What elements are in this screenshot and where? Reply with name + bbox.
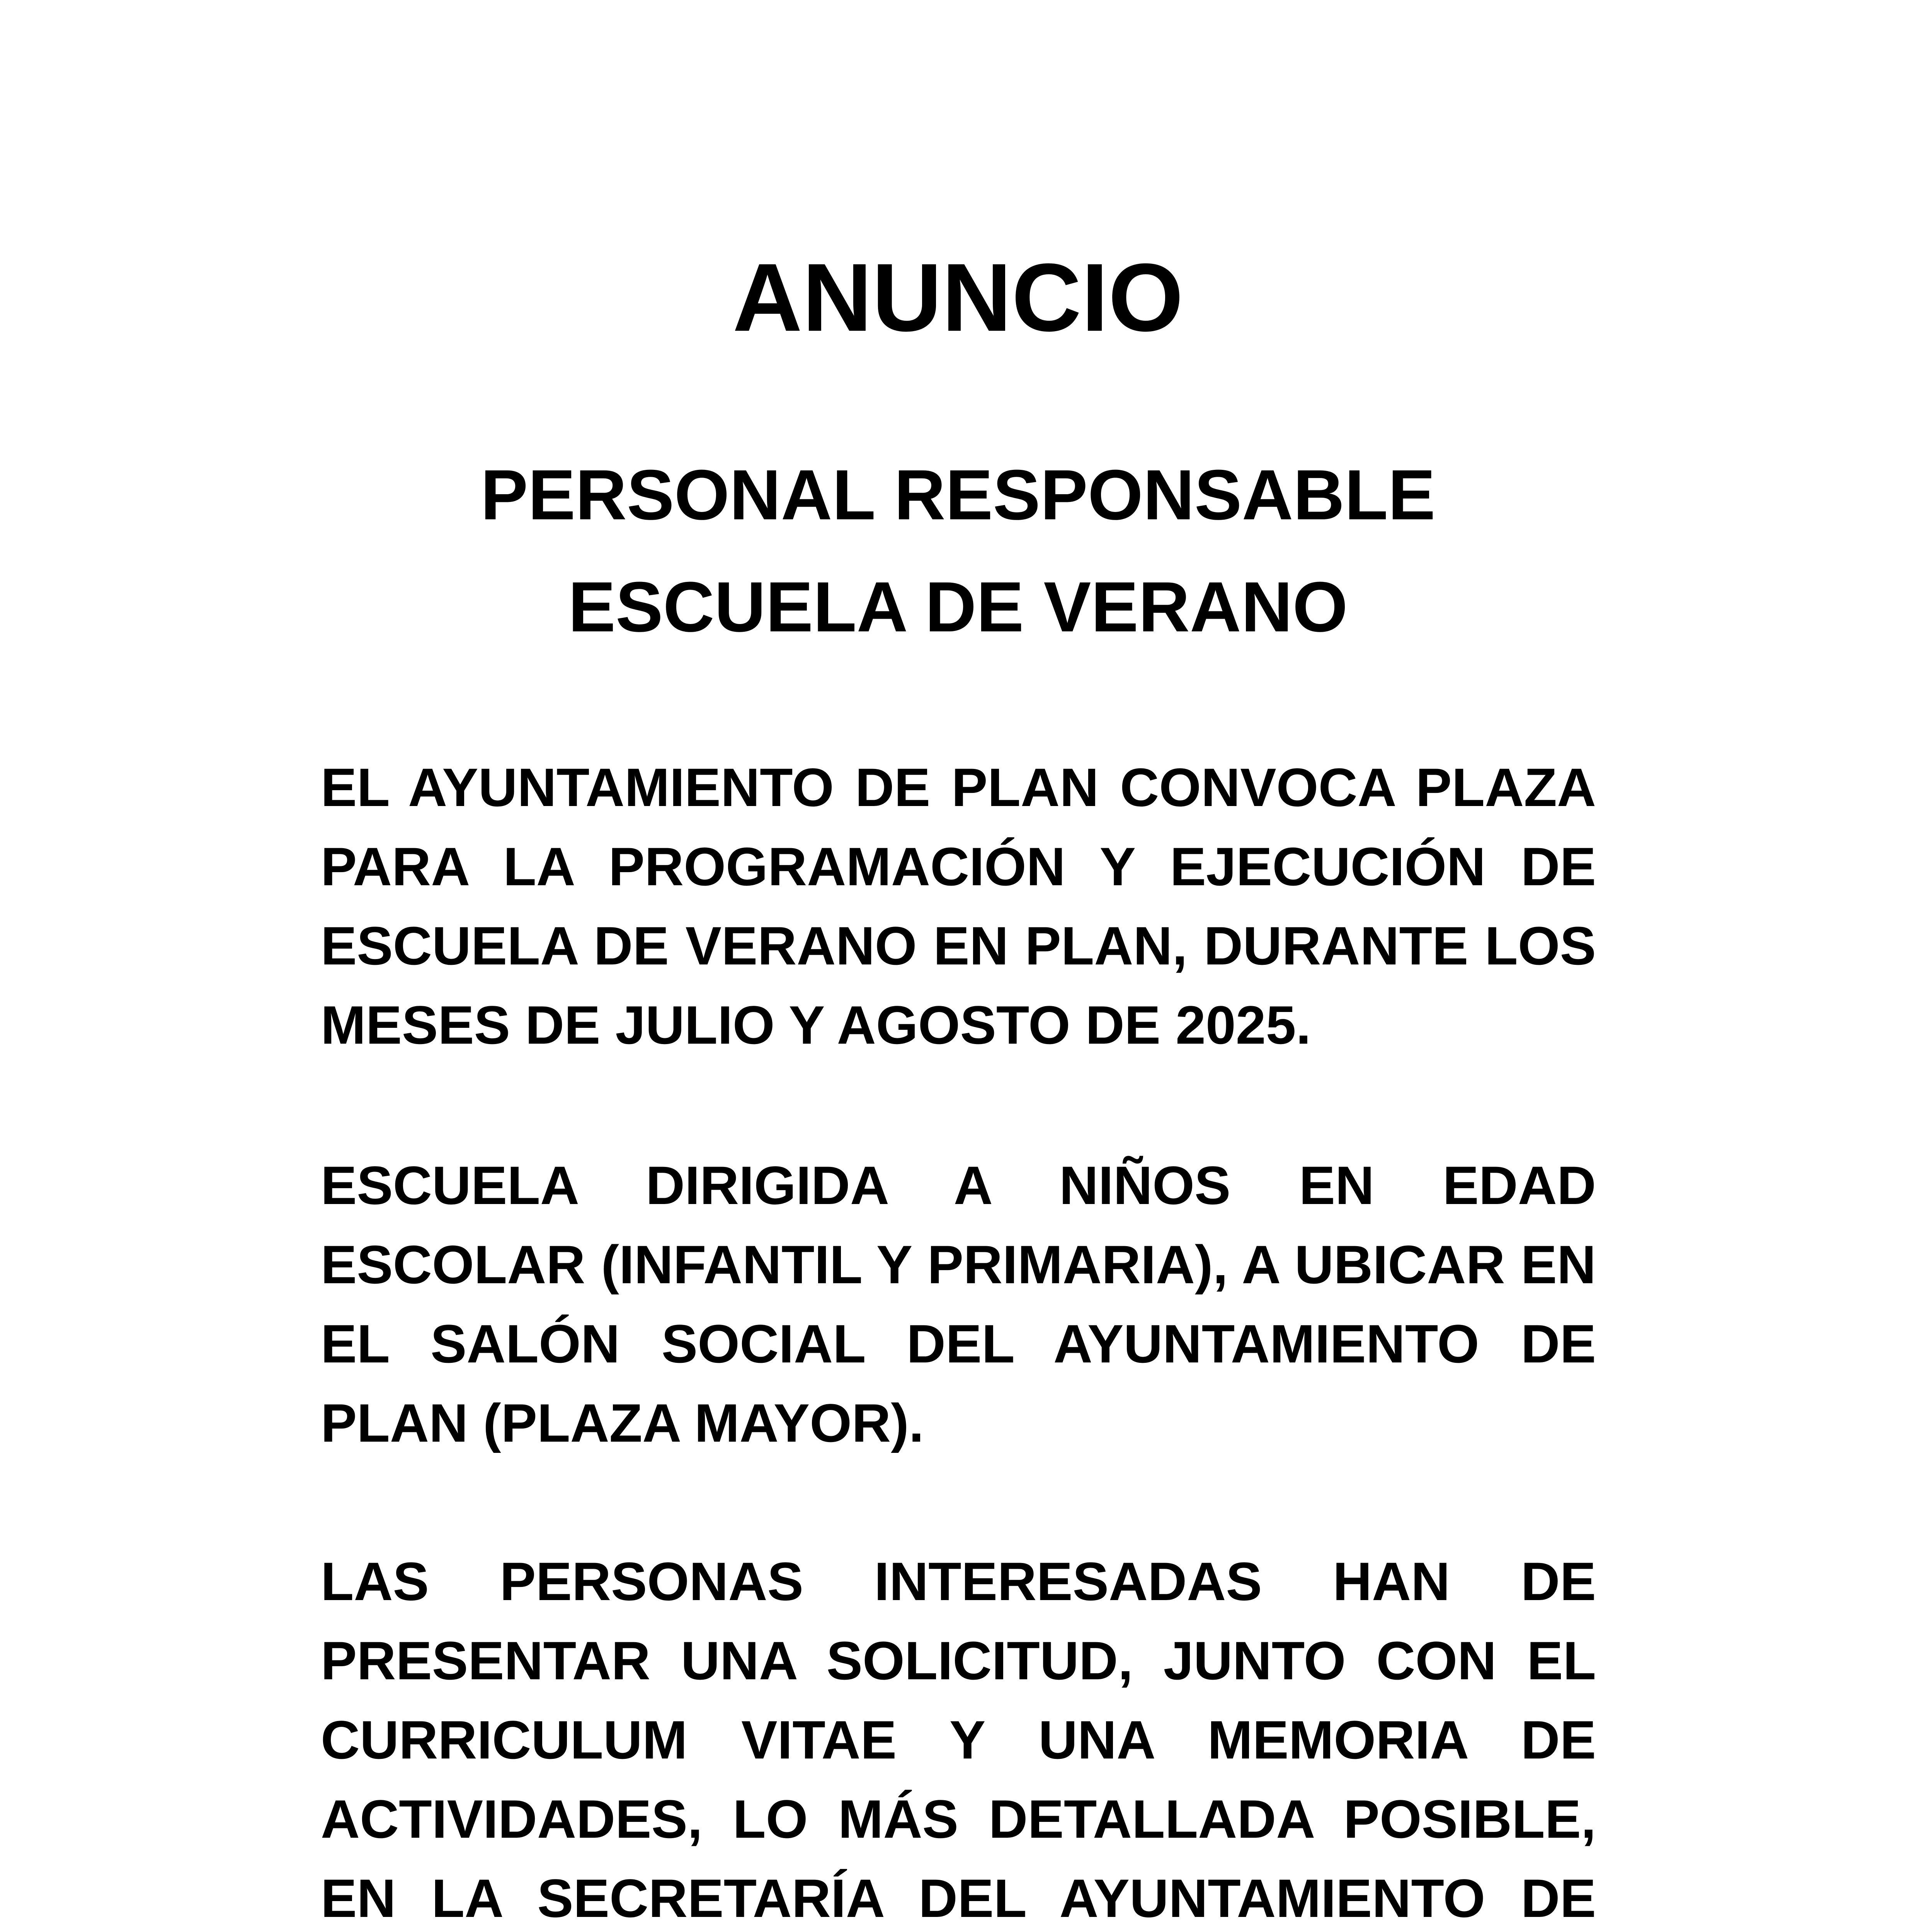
subtitle-line-2: ESCUELA DE VERANO	[568, 567, 1348, 646]
paragraph-convocatoria: EL AYUNTAMIENTO DE PLAN CONVOCA PLAZA PARA LA PROGRAMACIÓN Y EJECUCIÓN DE ESCUELA DE VERANO EN PLAN, DURANTE LOS MESES DE JULIO Y AGOSTO DE 2025.	[321, 757, 1596, 1055]
paragraph-escuela: ESCUELA DIRIGIDA A NIÑOS EN EDAD ESCOLAR (INFANTIL Y PRIMARIA), A UBICAR EN EL SALÓN SOCIAL DEL AYUNTAMIENTO DE PLAN (PLAZA MAYOR).	[321, 1155, 1596, 1453]
document-title: ANUNCIO	[732, 243, 1184, 351]
subtitle-line-1: PERSONAL RESPONSABLE	[480, 455, 1436, 534]
paragraph-solicitud: LAS PERSONAS INTERESADAS HAN DE PRESENTAR UNA SOLICITUD, JUNTO CON EL CURRICULUM VITAE Y UNA MEMORIA DE ACTIVIDADES, LO MÁS DETALLADA POSIBLE, EN LA SECRETARÍA DEL AYUNTAMIENTO DE	[321, 1551, 1596, 1929]
